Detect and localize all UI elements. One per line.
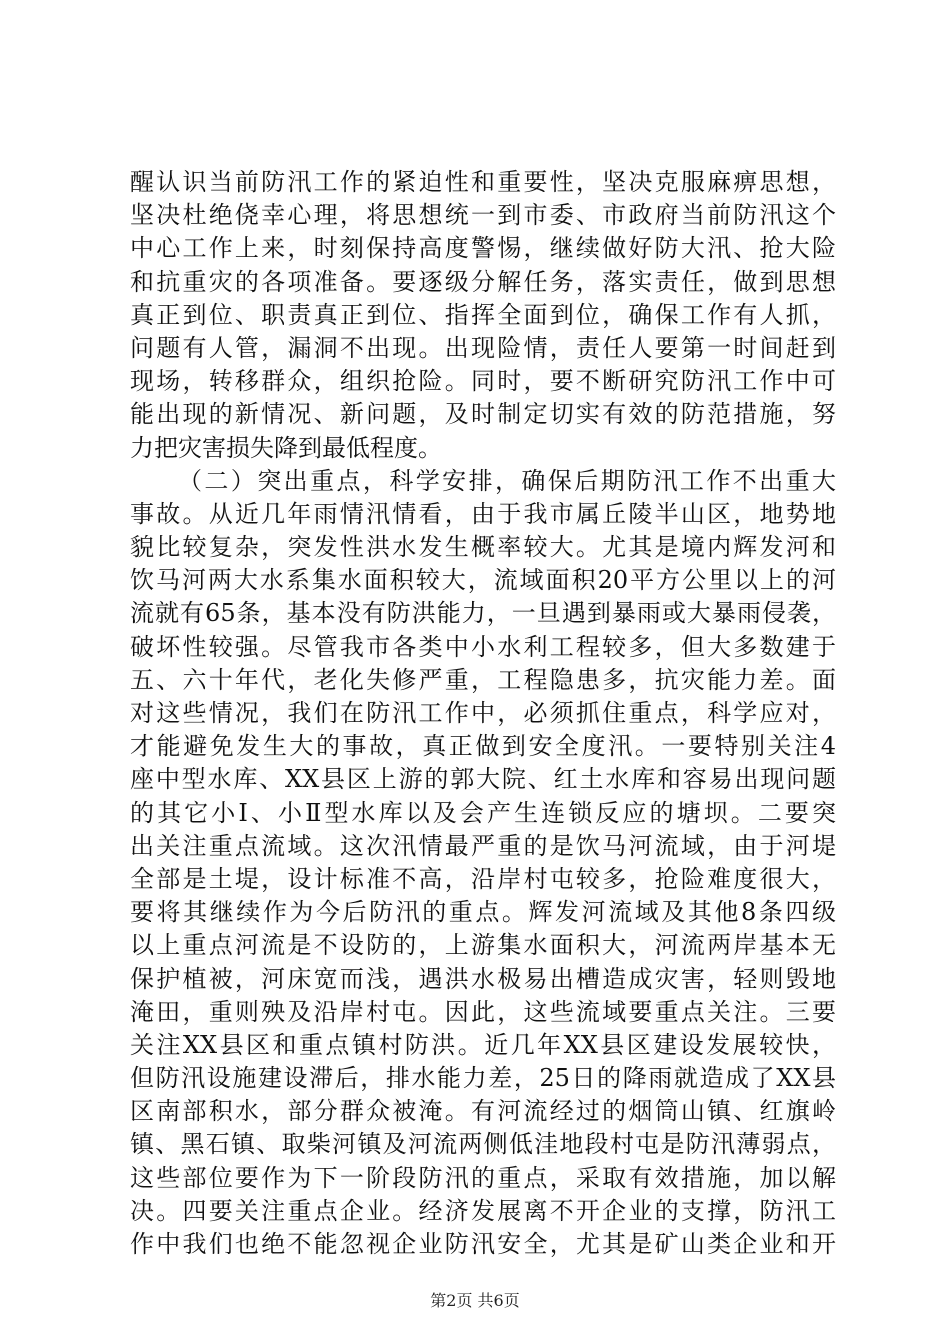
text-line: 才能避免发生大的事故，真正做到安全度汛。一要特别关注4: [130, 732, 836, 761]
text-line: 座中型水库、XX县区上游的郭大院、红土水库和容易出现问题: [130, 765, 836, 794]
text-line: 决。四要关注重点企业。经济发展离不开企业的支撑，防汛工: [130, 1196, 836, 1225]
text-line: 以上重点河流是不设防的，上游集水面积大，河流两岸基本无: [130, 931, 836, 960]
text-line: 全部是土堤，设计标准不高，沿岸村屯较多，抢险难度很大，: [130, 864, 836, 893]
section-heading-line: （二）突出重点，科学安排，确保后期防汛工作不出重大: [178, 466, 836, 495]
text-line: 中心工作上来，时刻保持高度警惕，继续做好防大汛、抢大险: [130, 234, 836, 263]
text-line: 淹田，重则殃及沿岸村屯。因此，这些流域要重点关注。三要: [130, 997, 836, 1026]
text-line: 的其它小Ⅰ、小Ⅱ型水库以及会产生连锁反应的塘坝。二要突: [130, 798, 836, 827]
text-line: 力把灾害损失降到最低程度。: [130, 433, 442, 462]
text-line: 问题有人管，漏洞不出现。出现险情，责任人要第一时间赶到: [130, 333, 836, 362]
text-line: 保护植被，河床宽而浅，遇洪水极易出槽造成灾害，轻则毁地: [130, 964, 836, 993]
text-line: 和抗重灾的各项准备。要逐级分解任务，落实责任，做到思想: [130, 267, 836, 296]
text-line: 醒认识当前防汛工作的紧迫性和重要性，坚决克服麻痹思想，: [130, 168, 836, 196]
text-line: 作中我们也绝不能忽视企业防汛安全，尤其是矿山类企业和开: [130, 1230, 836, 1258]
text-line: 关注XX县区和重点镇村防洪。近几年XX县区建设发展较快，: [130, 1030, 836, 1059]
text-line: 对这些情况，我们在防汛工作中，必须抓住重点，科学应对，: [130, 699, 836, 727]
text-line: 镇、黑石镇、取柴河镇及河流两侧低洼地段村屯是防汛薄弱点，: [130, 1130, 836, 1159]
text-line: 事故。从近几年雨情汛情看，由于我市属丘陵半山区，地势地: [130, 499, 836, 528]
text-line: 能出现的新情况、新问题，及时制定切实有效的防范措施，努: [130, 400, 836, 429]
page-footer: 第2页 共6页: [430, 1291, 520, 1310]
text-line: 要将其继续作为今后防汛的重点。辉发河流域及其他8条四级: [130, 898, 836, 927]
text-line: 真正到位、职责真正到位、指挥全面到位，确保工作有人抓，: [130, 300, 836, 329]
text-line: 破坏性较强。尽管我市各类中小水利工程较多，但大多数建于: [130, 632, 836, 661]
text-line: 现场，转移群众，组织抢险。同时，要不断研究防汛工作中可: [130, 367, 836, 396]
text-line: 但防汛设施建设滞后，排水能力差，25日的降雨就造成了XX县: [130, 1064, 836, 1093]
text-line: 出关注重点流域。这次汛情最严重的是饮马河流域，由于河堤: [130, 831, 836, 860]
text-line: 这些部位要作为下一阶段防汛的重点，采取有效措施，加以解: [130, 1163, 836, 1192]
text-line: 区南部积水，部分群众被淹。有河流经过的烟筒山镇、红旗岭: [130, 1097, 836, 1126]
text-line: 坚决杜绝侥幸心理，将思想统一到市委、市政府当前防汛这个: [130, 201, 836, 230]
text-line: 流就有65条，基本没有防洪能力，一旦遇到暴雨或大暴雨侵袭，: [130, 599, 836, 628]
text-line: 饮马河两大水系集水面积较大，流域面积20平方公里以上的河: [130, 566, 836, 595]
text-line: 五、六十年代，老化失修严重，工程隐患多，抗灾能力差。面: [130, 665, 836, 694]
text-line: 貌比较复杂，突发性洪水发生概率较大。尤其是境内辉发河和: [130, 533, 836, 562]
body-text: [130, 166, 836, 1261]
